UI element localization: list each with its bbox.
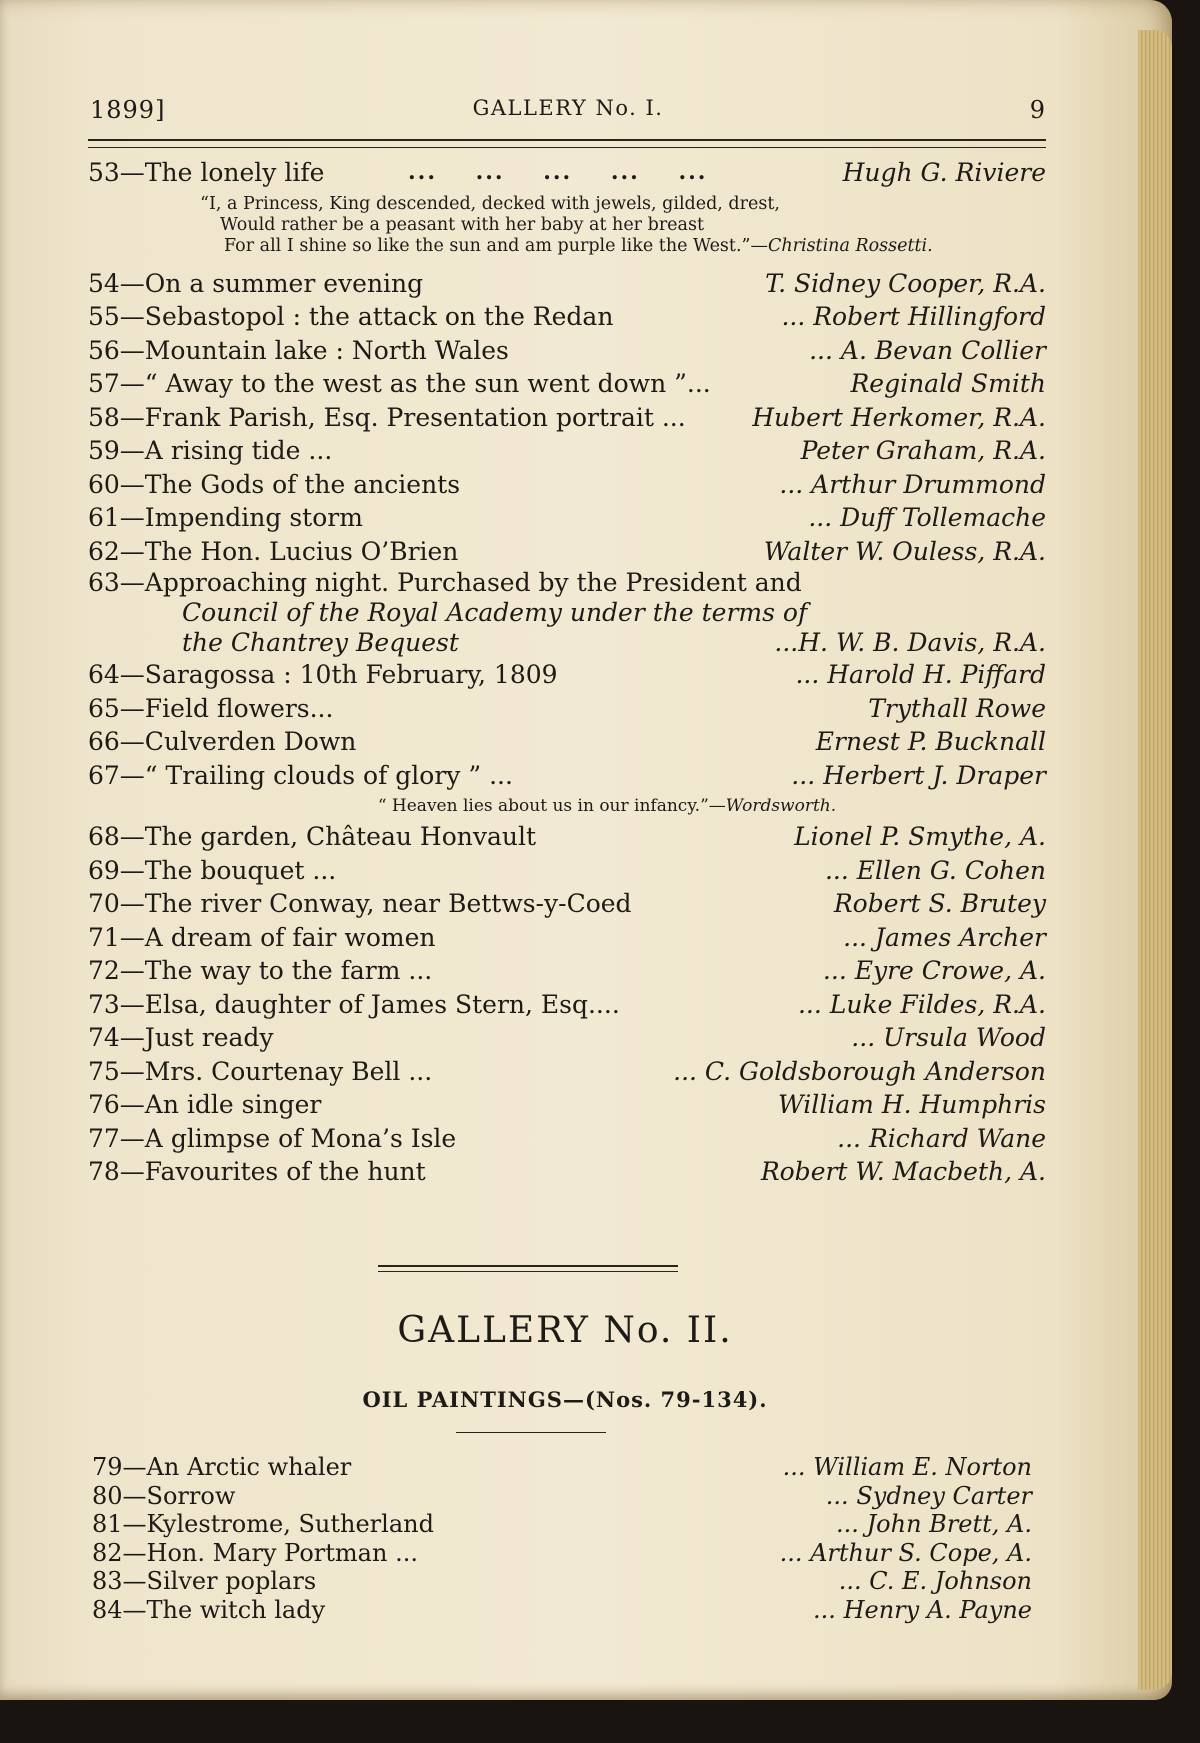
catalogue-entry [92, 1539, 1032, 1568]
entry-title: 75—Mrs. Courtenay Bell ... [88, 1056, 433, 1086]
entry-title: 69—The bouquet ... [88, 855, 337, 885]
entry-title: 74—Just ready [88, 1023, 274, 1052]
entry-title: 82—Hon. Mary Portman ... [92, 1538, 418, 1567]
entry-title: 71—A dream of fair women [88, 922, 436, 952]
entry-artist: Peter Graham, R.A. [800, 436, 1046, 465]
entry-artist: ... Luke Fildes, R.A. [797, 989, 1046, 1019]
catalogue-entry [88, 334, 1046, 368]
catalogue-entry [88, 725, 1046, 759]
catalogue-entry [92, 1453, 1032, 1482]
entry-artist: ... Herbert J. Draper [791, 760, 1046, 790]
entry-title: 62—The Hon. Lucius O’Brien [88, 536, 459, 566]
catalogue-entry [92, 1510, 1032, 1539]
entry-title: 53—The lonely life [88, 158, 325, 187]
catalogue-entry [88, 954, 1046, 988]
entry-artist: T. Sidney Cooper, R.A. [765, 268, 1046, 298]
header-year: 1899] [90, 96, 166, 124]
section-divider [378, 1265, 678, 1272]
entry-title: 68—The garden, Château Honvault [88, 822, 537, 851]
entry-artist: Hubert Herkomer, R.A. [752, 402, 1046, 432]
entry-artist: Ernest P. Bucknall [815, 727, 1046, 756]
catalogue-entry [92, 1596, 1032, 1625]
entry-artist: Robert S. Brutey [833, 889, 1046, 918]
entry-artist: ... C. Goldsborough Anderson [673, 1056, 1046, 1086]
entry-artist: Robert W. Macbeth, A. [760, 1157, 1046, 1186]
subtitle-rule [456, 1432, 606, 1433]
quote-line: Would rather be a peasant with her baby at her breast [220, 214, 704, 235]
entry-artist: ... James Archer [843, 922, 1046, 952]
catalogue-entry [88, 367, 1046, 401]
entry-title: 67—“ Trailing clouds of glory ” ... [88, 760, 513, 790]
entry-artist: ... C. E. Johnson [838, 1567, 1032, 1595]
catalogue-entry [88, 692, 1046, 726]
entry-title: 76—An idle singer [88, 1090, 322, 1119]
quote-author: Wordsworth. [725, 796, 837, 816]
entry-artist: Walter W. Ouless, R.A. [763, 536, 1046, 566]
entry-artist: ... A. Bevan Collier [809, 335, 1046, 365]
entry-title: 73—Elsa, daughter of James Stern, Esq.... [88, 989, 620, 1019]
entry-title: 80—Sorrow [92, 1481, 236, 1510]
entry-title: 65—Field flowers... [88, 693, 334, 723]
quote-author: Christina Rossetti. [767, 235, 933, 256]
entry-title: 83—Silver poplars [92, 1567, 317, 1595]
catalogue-entry [88, 267, 1046, 301]
catalogue-entry [88, 300, 1046, 334]
entry-artist: ... Robert Hillingford [781, 302, 1046, 331]
entry-title: 55—Sebastopol : the attack on the Redan [88, 302, 614, 331]
entry-artist: ... Eyre Crowe, A. [822, 956, 1046, 985]
entry-artist: ... Ellen G. Cohen [824, 855, 1046, 885]
catalogue-entry [88, 434, 1046, 468]
catalogue-entry [88, 1155, 1046, 1189]
catalogue-entry [88, 468, 1046, 502]
entry-title: 78—Favourites of the hunt [88, 1157, 426, 1186]
entry-title: 56—Mountain lake : North Wales [88, 335, 509, 365]
header-title: GALLERY No. I. [472, 96, 664, 120]
entry-title: 59—A rising tide ... [88, 436, 333, 465]
entry-artist: ... Arthur Drummond [779, 469, 1046, 499]
entry-title: 79—An Arctic whaler [92, 1453, 352, 1481]
entry-title-text: the Chantrey Bequest [182, 628, 459, 657]
catalogue-entry [88, 1021, 1046, 1055]
entry-title-line [88, 628, 1046, 658]
catalogue-entry [88, 401, 1046, 435]
entry-quote [88, 792, 1046, 820]
catalogue-entry-multiline [88, 568, 1046, 658]
entry-artist: ... William E. Norton [782, 1453, 1032, 1481]
catalogue-entry [92, 1567, 1032, 1596]
catalogue-entry [88, 759, 1046, 793]
entry-artist: ... Henry A. Payne [813, 1595, 1032, 1624]
catalogue-entry [92, 1482, 1032, 1511]
leader-dots: ... ... ... ... ... [408, 159, 708, 185]
entry-title: 64—Saragossa : 10th February, 1809 [88, 660, 558, 689]
section-subtitle: OIL PAINTINGS—(Nos. 79-134). [362, 1387, 768, 1412]
entry-title: 81—Kylestrome, Sutherland [92, 1510, 434, 1538]
catalogue-entry [88, 820, 1046, 854]
quote-line [200, 236, 1046, 257]
catalogue-entry [88, 921, 1046, 955]
entry-title: 70—The river Conway, near Bettws-y-Coed [88, 889, 632, 918]
page-edge [1138, 30, 1172, 1690]
entry-artist: ... Sydney Carter [825, 1481, 1032, 1510]
catalogue-entry [88, 1122, 1046, 1156]
page-number: 9 [1029, 96, 1046, 124]
quote-text: “ Heaven lies about us in our infancy.”— [377, 796, 726, 816]
quote-text: For all I shine so like the sun and am purple like the West.”— [224, 235, 768, 256]
catalogue-entry [88, 535, 1046, 569]
entry-artist: ... Ursula Wood [851, 1023, 1046, 1052]
gallery-2-list [92, 1453, 1032, 1624]
entry-artist: William H. Humphris [778, 1090, 1046, 1119]
entry-artist: ...H. W. B. Davis, R.A. [774, 628, 1046, 657]
catalogue-entry [88, 658, 1046, 692]
catalogue-entry [88, 1055, 1046, 1089]
entry-title: 77—A glimpse of Mona’s Isle [88, 1123, 457, 1153]
entry-title-line: Council of the Royal Academy under the terms of [182, 598, 808, 627]
entry-artist: Hugh G. Riviere [842, 158, 1046, 187]
entry-title: 84—The witch lady [92, 1595, 326, 1624]
entry-artist: ... John Brett, A. [836, 1510, 1032, 1538]
entry-title: 58—Frank Parish, Esq. Presentation portrait ... [88, 402, 686, 432]
section-title: GALLERY No. II. [397, 1310, 733, 1351]
catalogue-entry [88, 887, 1046, 921]
entry-artist: ... Harold H. Piffard [795, 660, 1046, 689]
entry-title: 61—Impending storm [88, 503, 363, 532]
entry-artist: ... Arthur S. Cope, A. [779, 1538, 1032, 1567]
entry-artist: ... Richard Wane [837, 1123, 1046, 1153]
catalogue-entry [88, 988, 1046, 1022]
gallery-1-list [88, 156, 1046, 1189]
entry-title: 57—“ Away to the west as the sun went down ”... [88, 369, 711, 398]
catalogue-entry [88, 854, 1046, 888]
header-rule [88, 139, 1046, 148]
running-header [90, 96, 1046, 130]
entry-quote [88, 194, 1046, 257]
catalogue-entry [88, 156, 1046, 190]
entry-artist: Trythall Rowe [868, 693, 1046, 723]
catalogue-entry [88, 501, 1046, 535]
entry-title: 54—On a summer evening [88, 268, 424, 298]
entry-artist: ... Duff Tollemache [808, 503, 1046, 532]
quote-line: “I, a Princess, King descended, decked with jewels, gilded, drest, [200, 193, 780, 214]
entry-artist: Reginald Smith [850, 369, 1046, 398]
entry-title: 66—Culverden Down [88, 727, 357, 756]
catalogue-entry [88, 1088, 1046, 1122]
entry-artist: Lionel P. Smythe, A. [794, 822, 1046, 851]
entry-title: 60—The Gods of the ancients [88, 469, 461, 499]
entry-title: 72—The way to the farm ... [88, 956, 433, 985]
entry-title-line: 63—Approaching night. Purchased by the President and [88, 568, 802, 597]
